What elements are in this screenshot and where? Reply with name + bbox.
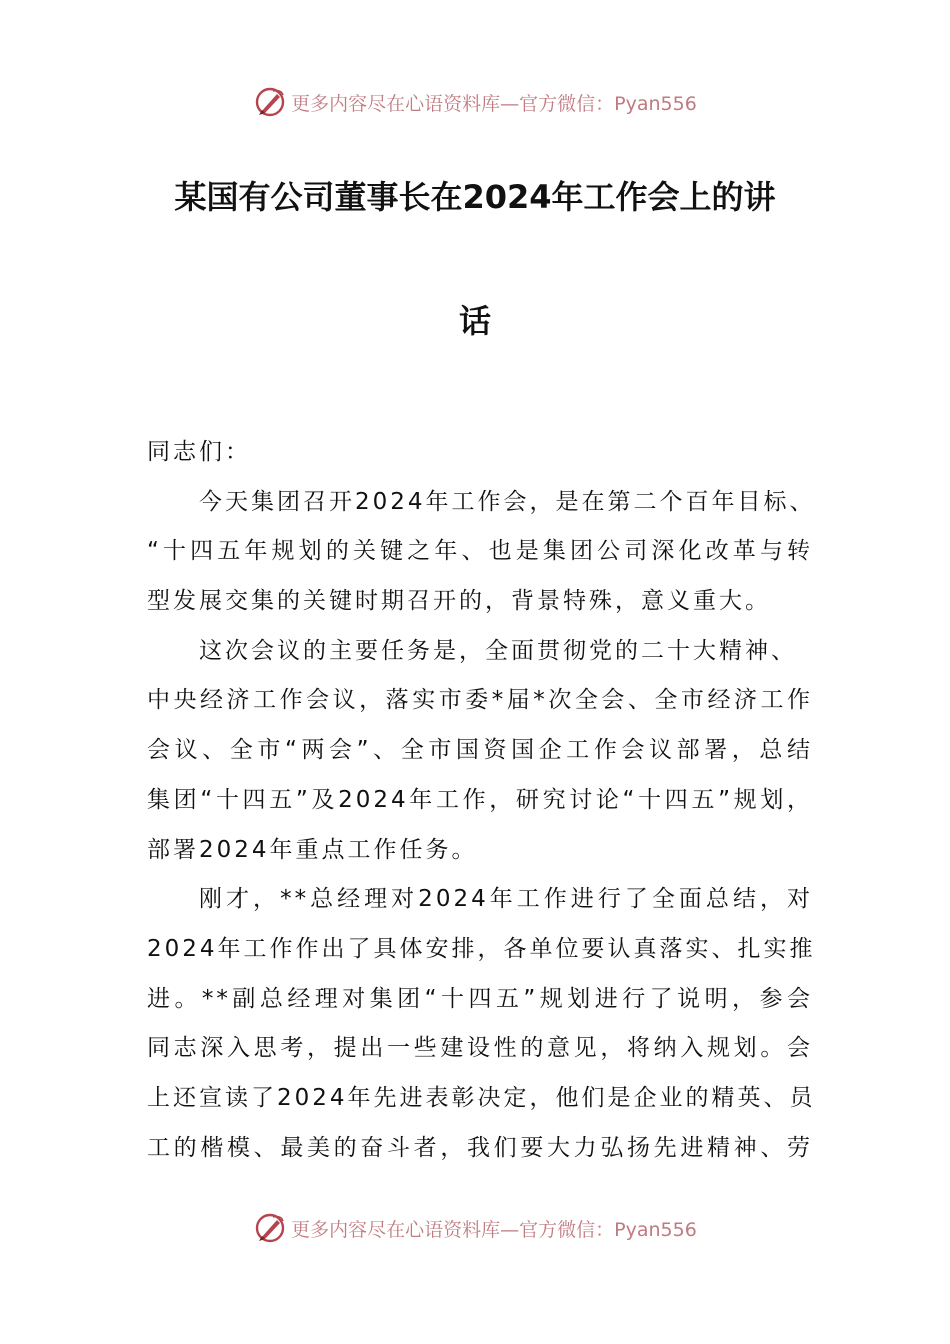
document-title-line-1: 某国有公司董事长在2024年工作会上的讲 <box>174 178 776 216</box>
footer-watermark <box>0 1208 950 1248</box>
paragraph-line: 工的楷模、最美的奋斗者，我们要大力弘扬先进精神、劳 <box>147 1134 813 1161</box>
watermark-label: 更多内容尽在心语资料库—官方微信： <box>291 92 615 115</box>
paragraph-line: 进。**副总经理对集团“十四五”规划进行了说明，参会 <box>147 985 813 1012</box>
salutation: 同志们： <box>147 439 251 465</box>
paragraph-line: 型发展交集的关键时期召开的，背景特殊，意义重大。 <box>147 588 771 615</box>
watermark-wechat-id: Pyan556 <box>614 1218 697 1241</box>
paragraph-line: 中央经济工作会议，落实市委*届*次全会、全市经济工作 <box>147 687 813 714</box>
watermark-text <box>291 89 697 116</box>
watermark-text <box>291 1215 697 1242</box>
watermark-wechat-id: Pyan556 <box>614 92 697 115</box>
document-body <box>147 428 816 1173</box>
paragraph-line: 2024年工作作出了具体安排，各单位要认真落实、扎实推 <box>147 935 816 962</box>
paragraph-line: 这次会议的主要任务是，全面贯彻党的二十大精神、 <box>199 637 797 664</box>
paragraph-line: 会议、全市“两会”、全市国资国企工作会议部署，总结 <box>147 737 813 764</box>
paragraph-line: 上还宣读了2024年先进表彰决定，他们是企业的精英、员 <box>147 1084 816 1111</box>
paragraph-line: 今天集团召开2024年工作会，是在第二个百年目标、 <box>199 488 816 515</box>
paragraph-line: 刚才，**总经理对2024年工作进行了全面总结，对 <box>199 886 813 913</box>
pen-logo-icon <box>253 1211 287 1245</box>
pen-logo-icon <box>253 85 287 119</box>
header-watermark <box>0 82 950 122</box>
paragraph-line: 部署2024年重点工作任务。 <box>147 836 478 863</box>
paragraph-line: 集团“十四五”及2024年工作，研究讨论“十四五”规划， <box>147 786 813 813</box>
document-title-line-2: 话 <box>458 302 491 340</box>
paragraph-line: “十四五年规划的关键之年、也是集团公司深化改革与转 <box>147 538 813 565</box>
watermark-label: 更多内容尽在心语资料库—官方微信： <box>291 1218 615 1241</box>
paragraph-line: 同志深入思考，提出一些建设性的意见，将纳入规划。会 <box>147 1035 813 1062</box>
